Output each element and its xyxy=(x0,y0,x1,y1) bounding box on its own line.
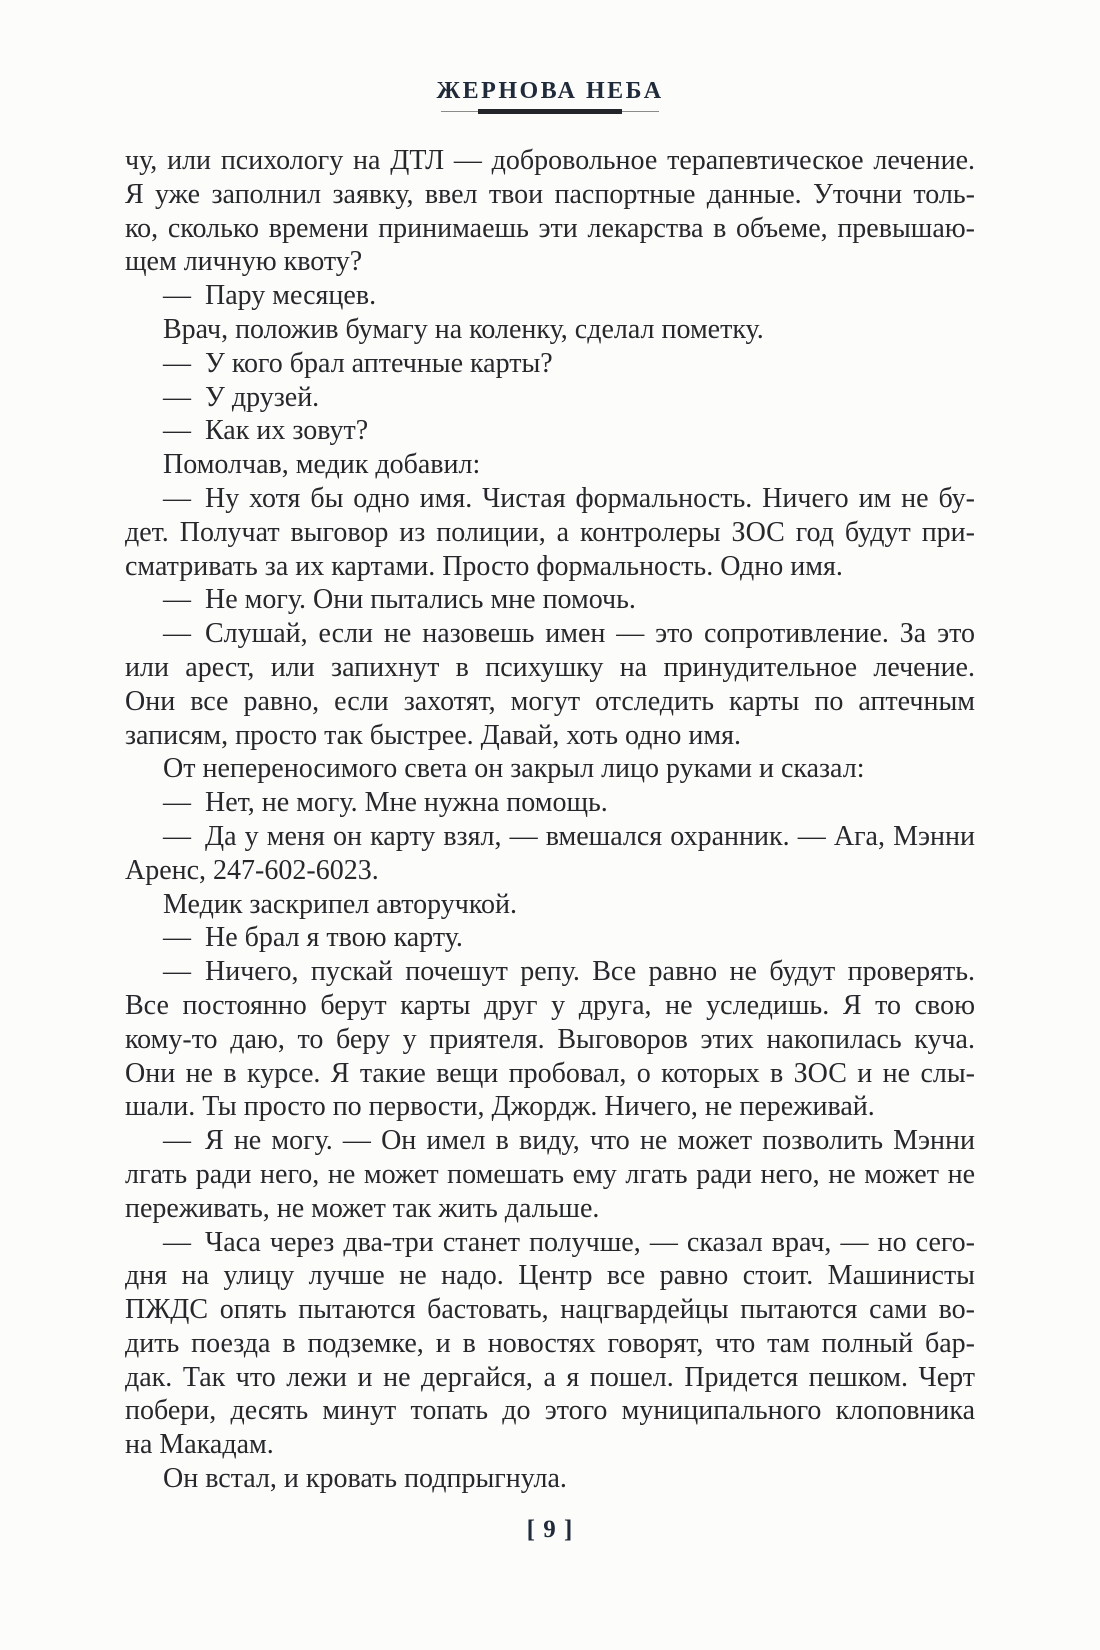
text-line xyxy=(125,1428,975,1462)
text-line-content: чу, или психологу на ДТЛ — добровольное терапевтическое лечение. xyxy=(125,145,975,176)
text-line xyxy=(125,313,975,347)
text-line xyxy=(125,178,975,212)
text-line xyxy=(125,583,975,617)
text-line xyxy=(125,651,975,685)
text-line-content: Я уже заполнил заявку, ввел твои паспортные данные. Уточни толь- xyxy=(125,178,975,210)
text-line-content: — Ничего, пускай почешут репу. Все равно не будут проверять. xyxy=(163,956,975,988)
text-line xyxy=(125,854,975,888)
text-line-content: — У кого брал аптечные карты? xyxy=(163,347,553,379)
text-line-content: — Слушай, если не назовешь имен — это сопротивление. За это xyxy=(163,618,975,650)
text-line-content: побери, десять минут топать до этого муниципального клоповника xyxy=(125,1395,975,1427)
text-line-content: дить поезда в подземке, и в новостях говорят, что там полный бар- xyxy=(125,1327,975,1359)
text-line xyxy=(125,617,975,651)
text-line xyxy=(125,719,975,753)
text-line-content: сматривать за их картами. Просто формальность. Одно имя. xyxy=(125,550,843,582)
text-line-content: Они все равно, если захотят, могут отследить карты по аптечным xyxy=(125,685,975,717)
text-line xyxy=(125,786,975,820)
text-line xyxy=(125,482,975,516)
text-line xyxy=(125,752,975,786)
text-line xyxy=(125,1192,975,1226)
text-line-content: Помолчав, медик добавил: xyxy=(163,449,481,481)
text-line xyxy=(125,685,975,719)
text-line-content: ПЖДС опять пытаются бастовать, нацгвардейцы пытаются сами во- xyxy=(125,1294,975,1326)
text-line-content: — Часа через два-три станет получше, — сказал врач, — но сего- xyxy=(163,1226,975,1258)
text-line xyxy=(125,820,975,854)
text-line-content: дак. Так что лежи и не дергайся, а я пошел. Придется пешком. Черт xyxy=(125,1361,975,1393)
text-line xyxy=(125,550,975,584)
text-line-content: щем личную квоту? xyxy=(125,246,363,278)
text-line xyxy=(125,279,975,313)
text-line xyxy=(125,144,975,178)
text-line-content: Он встал, и кровать подпрыгнула. xyxy=(163,1463,567,1495)
text-line-content: на Макадам. xyxy=(125,1429,274,1461)
text-line-content: Медик заскрипел авторучкой. xyxy=(163,888,518,920)
text-line xyxy=(125,888,975,922)
text-line-content: записям, просто так быстрее. Давай, хоть одно имя. xyxy=(125,719,741,751)
text-line xyxy=(125,381,975,415)
text-line xyxy=(125,414,975,448)
running-head: ЖЕРНОВА НЕБА xyxy=(436,78,664,104)
text-line xyxy=(125,955,975,989)
text-line xyxy=(125,1462,975,1496)
text-line-content: переживать, не может так жить дальше. xyxy=(125,1192,600,1224)
text-line-content: дня на улицу лучше не надо. Центр все равно стоит. Машинисты xyxy=(125,1260,975,1292)
text-line-content: — Ну хотя бы одно имя. Чистая формальность. Ничего им не бу- xyxy=(163,482,975,514)
text-line xyxy=(125,1158,975,1192)
text-line-content: кому-то даю, то беру у приятеля. Выговоров этих накопилась куча. xyxy=(125,1023,975,1055)
text-line xyxy=(125,347,975,381)
text-line-content: — Пару месяцев. xyxy=(163,280,377,312)
text-line-content: или арест, или запихнут в психушку на принудительное лечение. xyxy=(125,651,975,683)
text-line xyxy=(125,212,975,246)
text-line xyxy=(125,245,975,279)
text-line-content: шали. Ты просто по первости, Джордж. Ничего, не переживай. xyxy=(125,1091,875,1123)
text-line-content: — Как их зовут? xyxy=(163,415,369,447)
header-rule-thick-line xyxy=(478,109,622,114)
text-line-content: Аренс, 247-602-6023. xyxy=(125,854,379,886)
text-line xyxy=(125,1023,975,1057)
text-line-content: Они не в курсе. Я такие вещи пробовал, о которых в ЗОС и не слы- xyxy=(125,1057,975,1089)
text-line xyxy=(125,1124,975,1158)
text-line-content: Врач, положив бумагу на коленку, сделал пометку. xyxy=(163,313,764,345)
text-line xyxy=(125,448,975,482)
text-line-content: — Да у меня он карту взял, — вмешался охранник. — Ага, Мэнни xyxy=(163,820,975,852)
text-line xyxy=(125,1259,975,1293)
page-body-text xyxy=(125,144,975,1496)
text-line-content: — Не брал я твою карту. xyxy=(163,922,463,954)
text-line xyxy=(125,989,975,1023)
text-line-content: — Я не могу. — Он имел в виду, что не может позволить Мэнни xyxy=(163,1125,975,1157)
text-line xyxy=(125,921,975,955)
text-line-content: дет. Получат выговор из полиции, а контролеры ЗОС год будут при- xyxy=(125,516,975,548)
text-line-content: — У друзей. xyxy=(163,381,320,413)
text-line xyxy=(125,1057,975,1091)
text-line xyxy=(125,1090,975,1124)
text-line-content: Все постоянно берут карты друг у друга, не уследишь. Я то свою xyxy=(125,989,975,1021)
text-line xyxy=(125,1327,975,1361)
text-line xyxy=(125,1394,975,1428)
text-line xyxy=(125,1293,975,1327)
header-rule xyxy=(441,109,659,115)
text-line xyxy=(125,516,975,550)
text-line xyxy=(125,1361,975,1395)
text-line-content: — Не могу. Они пытались мне помочь. xyxy=(163,584,636,616)
text-line-content: лгать ради него, не может помешать ему лгать ради него, не может не xyxy=(125,1158,975,1190)
text-line-content: — Нет, не могу. Мне нужна помощь. xyxy=(163,787,608,819)
text-line xyxy=(125,1226,975,1260)
text-line-content: ко, сколько времени принимаешь эти лекарства в объеме, превышаю- xyxy=(125,212,975,244)
page-number: [ 9 ] xyxy=(526,1516,574,1543)
text-line-content: От непереносимого света он закрыл лицо руками и сказал: xyxy=(163,753,865,785)
